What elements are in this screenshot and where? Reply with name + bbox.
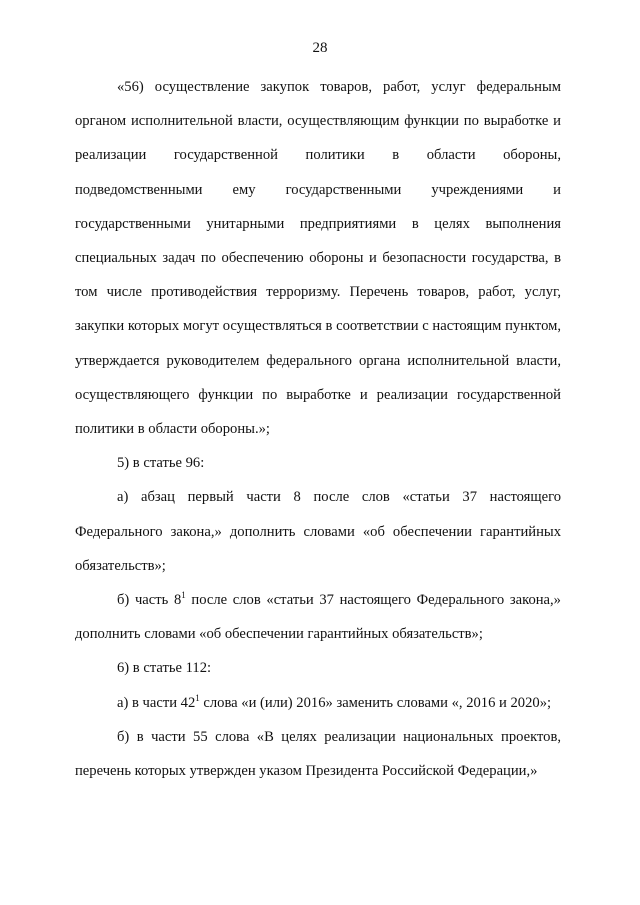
document-body (75, 70, 561, 788)
paragraph-subitem-b-article-112: б) в части 55 слова «В целях реализации национальных проектов, перечень которых утвержден указом Президента Российской Федерации,» (75, 728, 561, 780)
superscript-index: 1 (195, 692, 200, 703)
paragraph-text-end: после слов «статьи 37 настоящего Федерального закона,» дополнить словами «об обеспечении гарантийных обязательств»; (75, 592, 561, 643)
paragraph-article-112: 6) в статье 112: (117, 660, 212, 677)
paragraph-text-end: слова «и (или) 2016» заменить словами «, 2016 и 2020»; (199, 694, 552, 711)
paragraph-text-start: б) часть 8 (117, 592, 182, 609)
paragraph-text-start: а) в части 42 (117, 694, 196, 711)
superscript-index: 1 (181, 590, 186, 601)
paragraph-item-56: «56) осуществление закупок товаров, работ, услуг федеральным органом исполнительной власти, осуществляющим функции по выработке и реализации государственной политики в области обороны, подведомственными ему государственными учреждениями и государственными унитарными предприятиями в целях выполнения специальных задач по обеспечению обороны и безопасности государства, в том числе противодействия терроризму. Перечень товаров, работ, услуг, закупки которых могут осуществляться в соответствии с настоящим пунктом, утверждается руководителем федерального органа исполнительной власти, осуществляющего функции по выработке и реализации государственной политики в области обороны.»; (75, 79, 561, 438)
paragraph-subitem-a-article-96: а) абзац первый части 8 после слов «статьи 37 настоящего Федерального закона,» дополнить словами «об обеспечении гарантийных обязательств»; (75, 489, 561, 574)
paragraph-article-96: 5) в статье 96: (117, 455, 205, 472)
page-number: 28 (312, 40, 328, 56)
paragraph-subitem-a-article-112 (75, 686, 561, 720)
paragraph-subitem-b-article-96 (75, 583, 561, 651)
